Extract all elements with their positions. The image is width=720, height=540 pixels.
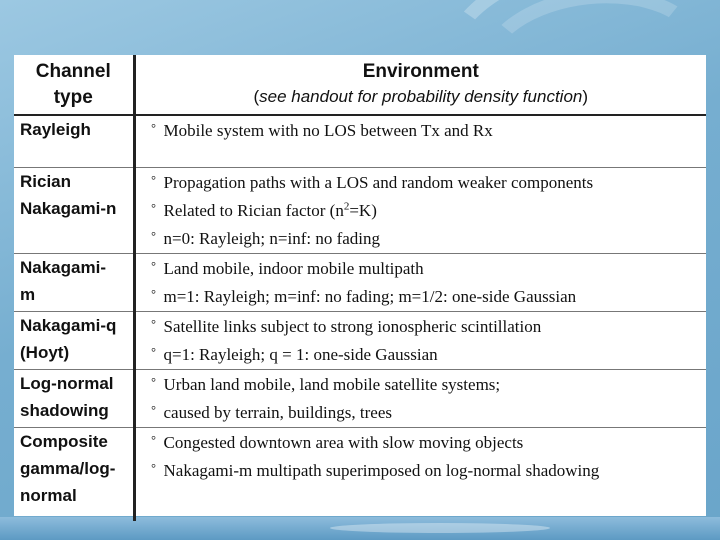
channel-type-cell [14, 427, 134, 521]
environment-text: n=0: Rayleigh; n=inf: no fading [163, 228, 381, 248]
environment-cell [134, 369, 706, 427]
list-item [136, 169, 707, 197]
list-item [136, 341, 707, 369]
bullet-icon: ° [151, 258, 156, 273]
environment-text: Related to Rician factor $(n^2=K)$ [163, 199, 377, 220]
channel-table-panel [14, 55, 706, 516]
environment-cell [134, 427, 706, 521]
channel-type-name: shadowing [20, 400, 109, 420]
header-channel-type-line1: Channel [35, 61, 111, 82]
header-channel-type-line2: type [53, 87, 93, 108]
channel-type-name: Log-normal [20, 373, 114, 393]
bullet-icon: ° [151, 374, 156, 389]
channel-type-name: gamma/log- [20, 458, 116, 478]
environment-text: Nakagami-m multipath superimposed on log-normal shadowing [163, 460, 600, 480]
bullet-icon: ° [151, 402, 156, 417]
environment-cell [134, 253, 706, 311]
channel-type-name: (Hoyt) [20, 342, 70, 362]
environment-text: caused by terrain, buildings, trees [163, 402, 392, 422]
table-header-row [14, 55, 706, 115]
environment-text: Congested downtown area with slow moving objects [163, 432, 524, 452]
channel-type-name: Nakagami-n [20, 198, 117, 218]
channel-type-name: Rayleigh [20, 120, 91, 139]
environment-text: Propagation paths with a LOS and random weaker components [163, 172, 594, 192]
channel-type-name: Nakagami-q [20, 315, 117, 335]
bullet-icon: ° [151, 432, 156, 447]
bullet-icon: ° [151, 460, 156, 475]
superscript: 2 [343, 199, 350, 212]
bullet-icon: ° [151, 172, 156, 187]
header-environment-title: Environment [362, 61, 479, 82]
list-item [136, 399, 707, 427]
list-item [136, 313, 707, 341]
environment-text: q=1: Rayleigh; q = 1: one-side Gaussian [163, 344, 438, 364]
environment-cell [134, 167, 706, 253]
header-note-text: see handout for probability density function [259, 87, 583, 106]
header-environment [134, 55, 706, 115]
table-row [14, 427, 706, 521]
table-row [14, 167, 706, 253]
environment-text: Mobile system with no LOS between Tx and Rx [163, 121, 493, 140]
bullet-icon: ° [151, 200, 156, 215]
bullet-icon: ° [151, 121, 156, 135]
channel-type-cell [14, 167, 134, 253]
bullet-icon: ° [151, 228, 156, 243]
list-item [136, 429, 707, 457]
table-row [14, 115, 706, 167]
channel-type-cell [14, 115, 134, 167]
channel-type-name: Nakagami- [20, 257, 106, 277]
environment-text: Urban land mobile, land mobile satellite systems; [163, 374, 501, 394]
channel-type-cell [14, 311, 134, 369]
list-item [136, 457, 707, 485]
environment-cell [134, 311, 706, 369]
channel-type-table [14, 55, 706, 521]
list-item [136, 225, 707, 253]
list-item [136, 255, 707, 283]
environment-text: Satellite links subject to strong ionospheric scintillation [163, 316, 542, 336]
table-row [14, 253, 706, 311]
bullet-icon: ° [151, 316, 156, 331]
channel-type-name: normal [20, 485, 77, 505]
channel-type-name: Rician [20, 171, 72, 191]
environment-text: Land mobile, indoor mobile multipath [163, 258, 424, 278]
list-item [136, 283, 707, 311]
table-row [14, 311, 706, 369]
header-environment-note: (see handout for probability density function) [253, 87, 589, 106]
environment-cell [134, 115, 706, 167]
channel-type-cell [14, 253, 134, 311]
bullet-icon: ° [151, 286, 156, 301]
list-item [136, 117, 707, 145]
table-row [14, 369, 706, 427]
list-item [136, 197, 707, 225]
environment-text: m=1: Rayleigh; m=inf: no fading; m=1/2: one-side Gaussian [163, 286, 577, 306]
channel-type-name: Composite [20, 431, 108, 451]
header-channel-type [14, 55, 134, 115]
channel-type-name: m [20, 284, 36, 304]
channel-type-cell [14, 369, 134, 427]
bullet-icon: ° [151, 344, 156, 359]
list-item [136, 371, 707, 399]
